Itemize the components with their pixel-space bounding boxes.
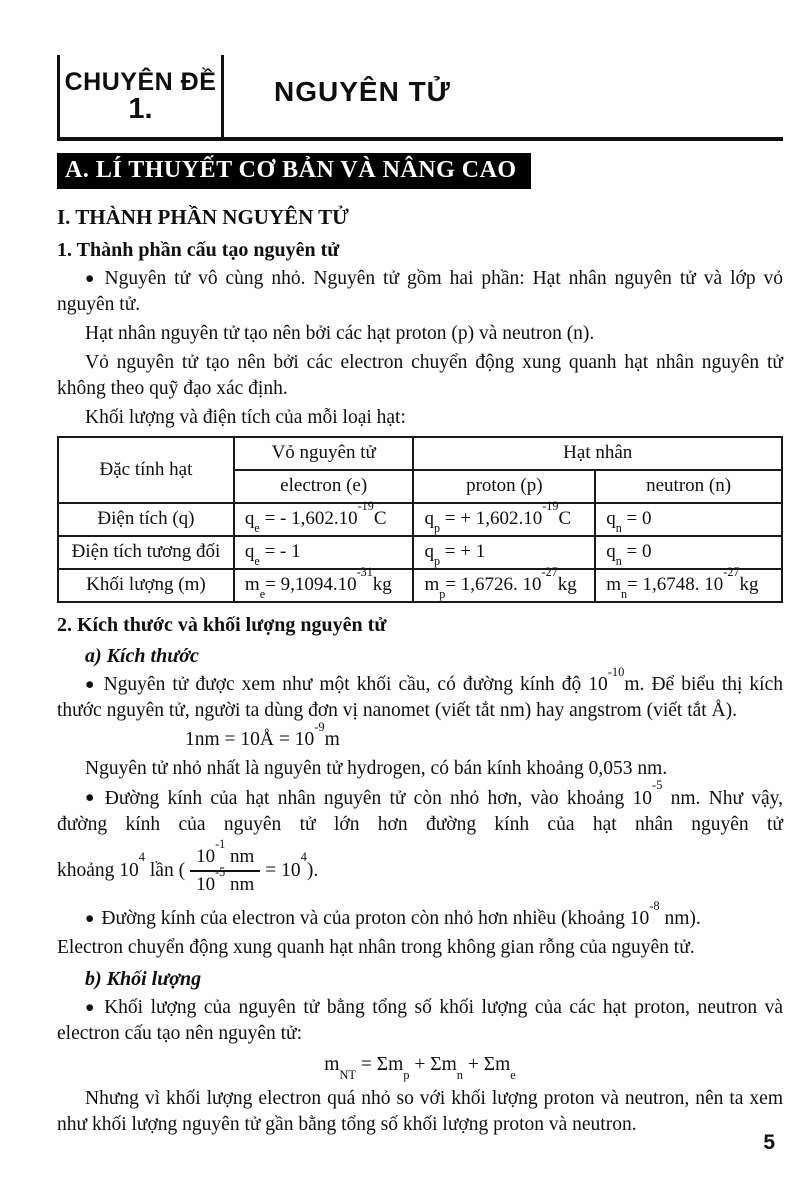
bullet-icon: ●	[85, 676, 97, 694]
subheading-kich-thuoc: a) Kích thước	[85, 645, 199, 668]
fraction-numerator: $10^{-1}$ nm	[190, 845, 260, 872]
heading-thanh-phan-nguyen-tu: I. THÀNH PHẦN NGUYÊN TỬ	[57, 205, 349, 229]
paragraph-text: Nguyên tử được xem như một khối cầu, có đường kính độ $10^{-10}m$. Để biểu thị kích thước nguyên tử, người ta dùng đơn vị nanomet (viết tắt nm) hay angstrom (viết tắt Å).	[57, 665, 784, 722]
table-row-khoi-luong	[58, 569, 782, 602]
paragraph-text: Đường kính của hạt nhân nguyên tử còn nhỏ hơn, vào khoảng $10^{-5}$ nm. Như vậy, đường kính của nguyên tử lớn hơn đường kính của hạt nhân nguyên tử	[57, 778, 783, 835]
table-cell-me: $m_e= 9,1094.10^{-31}kg$	[234, 569, 414, 602]
paragraph-hydrogen: Nguyên tử nhỏ nhất là nguyên tử hydrogen, có bán kính khoảng 0,053 nm.	[85, 758, 668, 780]
paragraph-duong-kinh-hat-nhan	[57, 778, 783, 837]
table-header-electron: electron (e)	[234, 470, 414, 503]
paragraph-khoi-luong-nguyen-tu	[57, 995, 783, 1047]
fraction	[190, 836, 260, 897]
paragraph-nguyen-tu-vo-cung-nho	[57, 266, 783, 318]
table-row-dien-tich	[58, 503, 782, 536]
table-header-vo-nguyen-tu: Vỏ nguyên tử	[234, 437, 414, 470]
formula-mass-sum: $m_{NT} = \Sigma m_p + \Sigma m_n + \Sigma m_e$	[324, 1054, 516, 1082]
table-row-dien-tich-tuong-doi	[58, 536, 782, 569]
table-row-label: Điện tích (q)	[58, 503, 234, 536]
paragraph-hat-nhan: Hạt nhân nguyên tử tạo nên bởi các hạt proton (p) và neutron (n).	[85, 323, 595, 345]
bullet-icon: ●	[85, 998, 98, 1016]
bullet-icon: ●	[85, 909, 95, 927]
table-header-neutron: neutron (n)	[595, 470, 782, 503]
fraction-prefix: khoảng $10^4$ lần (	[57, 850, 186, 881]
table-cell-qn-rel: $q_n = 0$	[595, 536, 782, 569]
paragraph-khoi-cau	[57, 665, 784, 724]
table-cell-qe-rel: $q_e$ = - 1	[234, 536, 414, 569]
fraction-denominator: $10^{-5}$ nm	[196, 864, 255, 895]
page-number: 5	[763, 1131, 775, 1154]
paragraph-text: Đường kính của electron và của proton còn nhỏ hơn nhiều (khoảng $10^{-8}$ nm).	[101, 898, 701, 929]
table-cell-mp: $m_p= 1,6726$. $10^{-27}kg$	[413, 569, 595, 602]
subheading-khoi-luong: b) Khối lượng	[85, 967, 202, 990]
table-row-label: Điện tích tương đối	[58, 536, 234, 569]
chapter-badge	[60, 55, 224, 137]
paragraph-text: Nguyên tử vô cùng nhỏ. Nguyên tử gồm hai phần: Hạt nhân nguyên tử và lớp vỏ nguyên tử.	[57, 268, 783, 316]
bullet-icon: ●	[85, 270, 98, 287]
bullet-icon: ●	[85, 789, 98, 807]
particle-table	[57, 436, 783, 603]
chapter-header	[57, 55, 783, 141]
table-header-proton: proton (p)	[413, 470, 595, 503]
subheading-kich-thuoc-khoi-luong: 2. Kích thước và khối lượng nguyên tử	[57, 614, 387, 637]
table-header-hat-nhan: Hạt nhân	[413, 437, 782, 470]
section-a-banner: A. LÍ THUYẾT CƠ BẢN VÀ NÂNG CAO	[57, 153, 531, 189]
paragraph-khoi-luong-dien-tich: Khối lượng và điện tích của mỗi loại hạt:	[85, 407, 406, 429]
subheading-thanh-phan-cau-tao: 1. Thành phần cấu tạo nguyên tử	[57, 239, 340, 261]
table-cell-qp: $q_p$ = + $1,602.10^{-19}C$	[413, 503, 595, 536]
table-cell-qp-rel: $q_p$ = + 1	[413, 536, 595, 569]
paragraph-electron-chuyen-dong: Electron chuyển động xung quanh hạt nhân trong không gian rỗng của nguyên tử.	[57, 936, 695, 958]
paragraph-nhung-vi: Nhưng vì khối lượng electron quá nhỏ so với khối lượng proton và neutron, nên ta xem như khối lượng nguyên tử gần bằng tổng số khối lượng proton và neutron.	[57, 1088, 783, 1136]
paragraph-vo-nguyen-tu: Vỏ nguyên tử tạo nên bởi các electron chuyển động xung quanh hạt nhân nguyên tử không theo quỹ đạo xác định.	[57, 352, 783, 400]
chapter-title: NGUYÊN TỬ	[274, 76, 451, 107]
table-header-row-1	[58, 437, 782, 470]
table-cell-qn: $q_n = 0$	[595, 503, 782, 536]
fraction-suffix: = $10^4$).	[265, 850, 319, 881]
table-cell-qe: $q_e$ = - $1,602.10^{-19}C$	[234, 503, 414, 536]
section-banner-row	[57, 153, 783, 189]
table-row-label: Khối lượng (m)	[58, 569, 234, 602]
chapter-label: CHUYÊN ĐỀ	[64, 67, 217, 96]
paragraph-text: Khối lượng của nguyên tử bằng tổng số khối lượng của các hạt proton, neutron và electron cấu tạo nên nguyên tử:	[57, 997, 784, 1045]
formula-nm-angstrom: 1nm = 10Å = $10^{-9}m$	[185, 720, 340, 751]
fraction-row	[57, 836, 783, 899]
chapter-number: 1.	[128, 92, 153, 125]
table-header-dac-tinh-hat: Đặc tính hạt	[58, 437, 234, 503]
paragraph-duong-kinh-electron	[57, 898, 783, 932]
table-cell-mn: $m_n= 1,6748$. $10^{-27}kg$	[595, 569, 782, 602]
